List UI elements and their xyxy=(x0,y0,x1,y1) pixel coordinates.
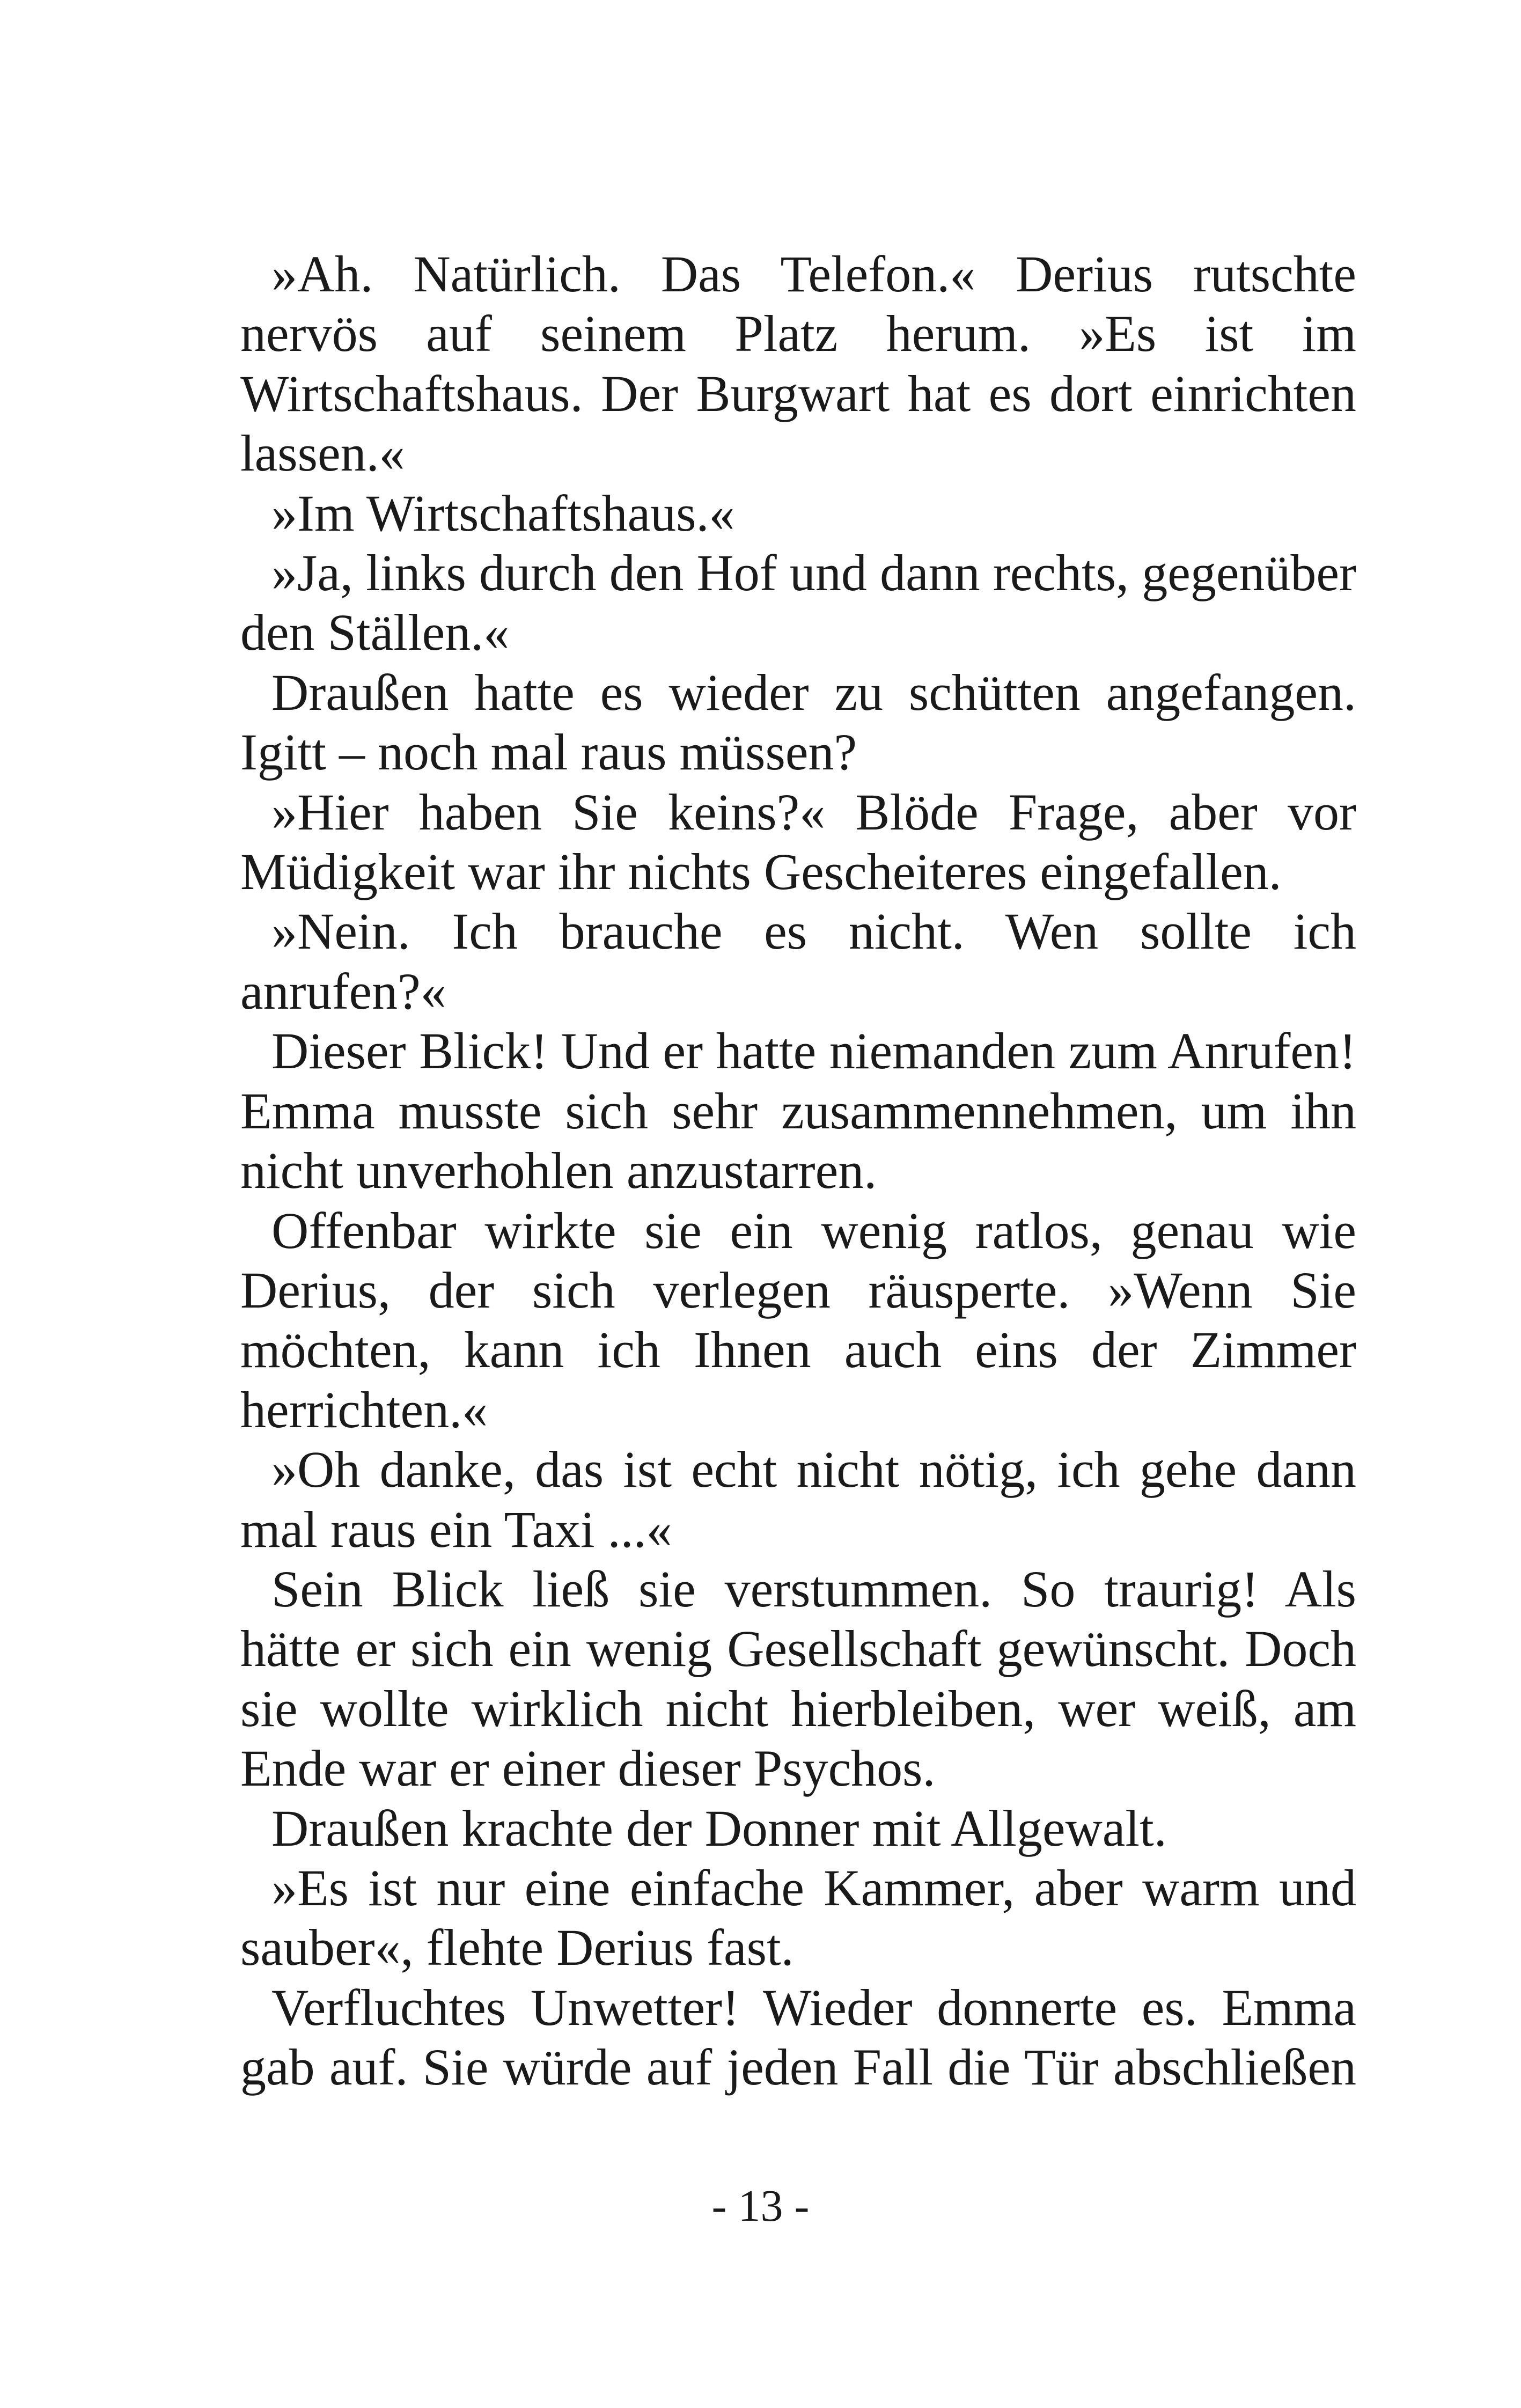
paragraph: Offenbar wirkte sie ein wenig ratlos, genau wie Derius, der sich verlegen räusperte. »Wenn Sie möchten, kann ich Ihnen auch eins der Zimmer herrichten.« xyxy=(240,1201,1356,1438)
paragraph: »Oh danke, das ist echt nicht nötig, ich gehe dann mal raus ein Taxi ...« xyxy=(240,1441,1356,1558)
paragraph: Draußen krachte der Donner mit Allgewalt. xyxy=(271,1799,1167,1857)
paragraph: Draußen hatte es wieder zu schütten angefangen. Igitt – noch mal raus müssen? xyxy=(240,663,1356,781)
body-text xyxy=(240,244,1356,2097)
page-number: - 13 - xyxy=(711,2181,810,2231)
paragraph: Sein Blick ließ sie verstummen. So traurig! Als hätte er sich ein wenig Gesellschaft gewünscht. Doch sie wollte wirklich nicht hierbleiben, wer weiß, am Ende war er einer dieser Psychos. xyxy=(240,1560,1356,1797)
paragraph: Verfluchtes Unwetter! Wieder donnerte es. Emma gab auf. Sie würde auf jeden Fall die Tür abschließen xyxy=(240,1978,1356,2096)
paragraph: »Nein. Ich brauche es nicht. Wen sollte ich anrufen?« xyxy=(240,902,1356,1020)
paragraph: Dieser Blick! Und er hatte niemanden zum Anrufen! Emma musste sich sehr zusammennehmen, um ihn nicht unverhohlen anzustarren. xyxy=(240,1022,1356,1200)
paragraph: »Hier haben Sie keins?« Blöde Frage, aber vor Müdigkeit war ihr nichts Gescheiteres eingefallen. xyxy=(240,783,1356,901)
paragraph: »Im Wirtschaftshaus.« xyxy=(271,484,735,542)
paragraph: »Es ist nur eine einfache Kammer, aber warm und sauber«, flehte Derius fast. xyxy=(240,1859,1356,1977)
paragraph: »Ja, links durch den Hof und dann rechts, gegenüber den Ställen.« xyxy=(240,544,1356,662)
paragraph: »Ah. Natürlich. Das Telefon.« Derius rutschte nervös auf seinem Platz herum. »Es ist im Wirtschaftshaus. Der Burgwart hat es dort einrichten lassen.« xyxy=(240,245,1356,482)
